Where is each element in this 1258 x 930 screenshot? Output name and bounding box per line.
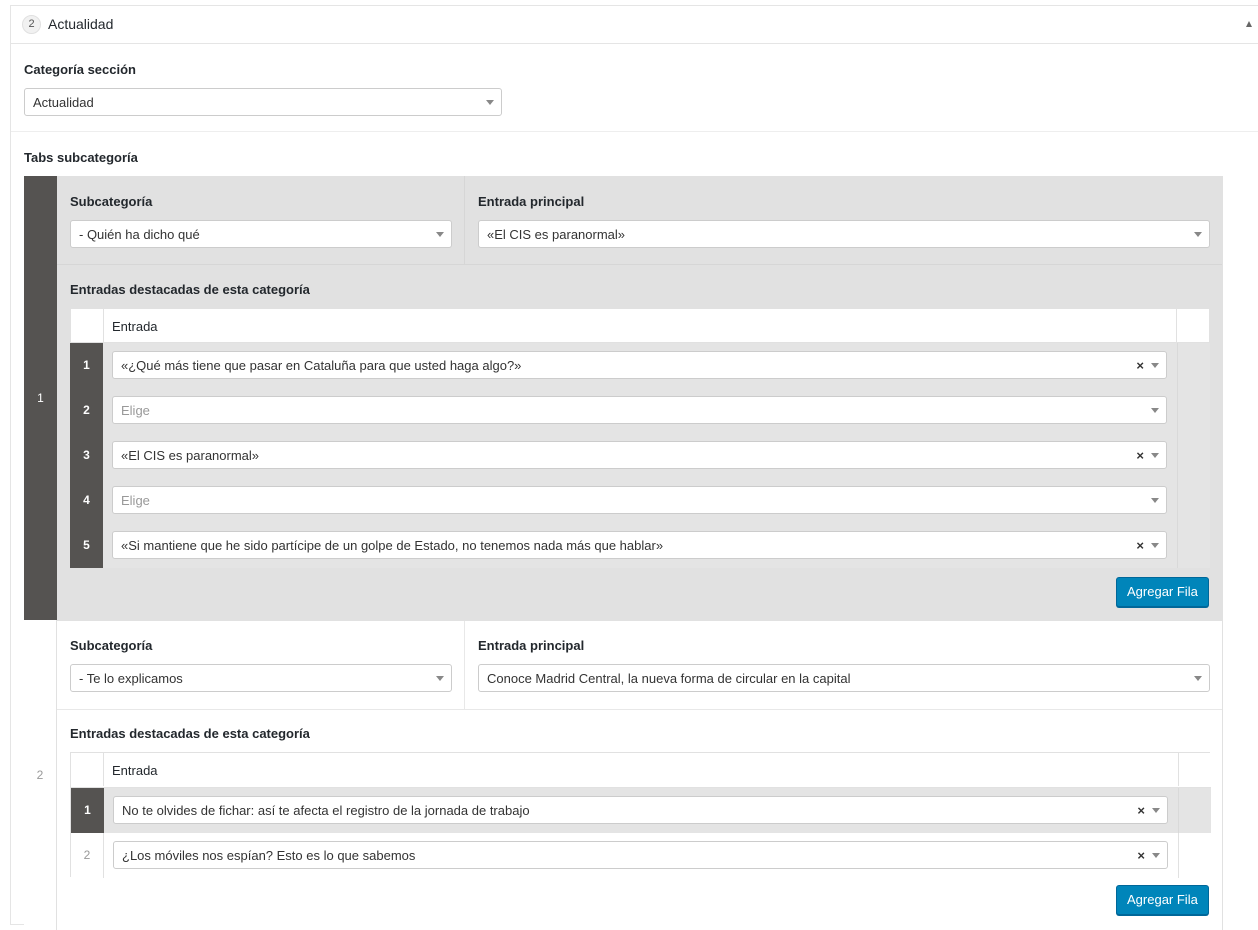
collapse-arrow-icon[interactable] <box>1246 21 1252 27</box>
subcategoria-select[interactable] <box>70 220 452 248</box>
header-num-cell <box>71 753 104 786</box>
table-row <box>70 478 1210 523</box>
entrada-select[interactable] <box>113 841 1168 869</box>
agregar-fila-button[interactable]: Agregar Fila <box>1116 577 1209 607</box>
column-separator <box>464 621 465 709</box>
entrada-select[interactable] <box>112 441 1167 469</box>
entrada-principal-select[interactable] <box>478 220 1210 248</box>
entrada-value: «Si mantiene que he sido partícipe de un golpe de Estado, no tenemos nada más que hablar» <box>121 538 664 553</box>
chevron-down-icon <box>486 100 494 105</box>
row-end-cell <box>1177 523 1210 568</box>
row-side-1 <box>1222 176 1258 620</box>
row-end-cell <box>1177 388 1210 433</box>
entradas-destacadas-label: Entradas destacadas de esta categoría <box>70 726 310 741</box>
row-end-cell <box>1177 433 1210 478</box>
subcategoria-label: Subcategoría <box>70 638 153 653</box>
chevron-down-icon <box>436 232 444 237</box>
entrada-value: ¿Los móviles nos espían? Esto es lo que sabemos <box>122 848 416 863</box>
categoria-seccion-label: Categoría sección <box>24 62 136 77</box>
entradas-table <box>70 752 1210 877</box>
entrada-principal-label: Entrada principal <box>478 638 585 653</box>
row-number[interactable]: 2 <box>70 388 103 433</box>
table-row <box>71 788 1211 833</box>
row-number[interactable]: 5 <box>70 523 103 568</box>
table-row <box>70 388 1210 433</box>
row-number[interactable]: 2 <box>71 833 104 878</box>
entrada-placeholder: Elige <box>121 493 150 508</box>
agregar-fila-button[interactable]: Agregar Fila <box>1116 885 1209 915</box>
row-end-cell <box>1177 478 1210 523</box>
column-header-entrada: Entrada <box>112 763 158 778</box>
row-handle-1[interactable] <box>24 176 57 620</box>
row-end-cell <box>1178 833 1211 878</box>
header-end-cell <box>1176 309 1209 342</box>
header-end-cell <box>1178 753 1211 786</box>
entrada-value: No te olvides de fichar: así te afecta el registro de la jornada de trabajo <box>122 803 530 818</box>
categoria-seccion-value: Actualidad <box>33 95 94 110</box>
entradas-destacadas-label: Entradas destacadas de esta categoría <box>70 282 310 297</box>
chevron-down-icon <box>1151 453 1159 458</box>
chevron-down-icon <box>1151 543 1159 548</box>
row-index-1: 1 <box>37 391 44 405</box>
row-number[interactable]: 1 <box>71 788 104 833</box>
entrada-principal-value: Conoce Madrid Central, la nueva forma de circular en la capital <box>487 671 851 686</box>
entrada-select[interactable] <box>112 351 1167 379</box>
row-number[interactable]: 3 <box>70 433 103 478</box>
subcategoria-value: - Te lo explicamos <box>79 671 183 686</box>
section-title: Actualidad <box>48 16 114 32</box>
table-row <box>70 433 1210 478</box>
row-handle-2[interactable] <box>24 620 57 930</box>
row-index-2: 2 <box>36 768 44 782</box>
chevron-down-icon <box>1152 853 1160 858</box>
column-separator <box>464 176 465 264</box>
categoria-seccion-select[interactable] <box>24 88 502 116</box>
chevron-down-icon <box>1151 363 1159 368</box>
header-num-cell <box>71 309 104 342</box>
table-header <box>70 308 1210 343</box>
row-number[interactable]: 4 <box>70 478 103 523</box>
chevron-down-icon <box>1194 232 1202 237</box>
table-row <box>71 833 1211 878</box>
clear-icon[interactable]: × <box>1137 848 1145 863</box>
entrada-select[interactable] <box>112 486 1167 514</box>
entradas-table <box>70 308 1210 568</box>
entrada-principal-label: Entrada principal <box>478 194 585 209</box>
entrada-placeholder: Elige <box>121 403 150 418</box>
clear-icon[interactable]: × <box>1136 538 1144 553</box>
subcategoria-value: - Quién ha dicho qué <box>79 227 200 242</box>
chevron-down-icon <box>1151 498 1159 503</box>
entrada-principal-value: «El CIS es paranormal» <box>487 227 626 242</box>
chevron-down-icon <box>1151 408 1159 413</box>
table-header <box>71 753 1211 788</box>
section-number-badge: 2 <box>22 15 41 34</box>
clear-icon[interactable]: × <box>1137 803 1145 818</box>
section-header[interactable] <box>11 6 1258 44</box>
entrada-select[interactable] <box>112 396 1167 424</box>
divider <box>11 131 1258 132</box>
row-number[interactable]: 1 <box>70 343 103 388</box>
entrada-select[interactable] <box>112 531 1167 559</box>
row-end-cell <box>1178 788 1211 833</box>
entrada-principal-select[interactable] <box>478 664 1210 692</box>
subcategoria-select[interactable] <box>70 664 452 692</box>
table-row <box>70 523 1210 568</box>
chevron-down-icon <box>1152 808 1160 813</box>
entrada-value: «¿Qué más tiene que pasar en Cataluña para que usted haga algo?» <box>121 358 522 373</box>
row-end-cell <box>1177 343 1210 388</box>
entrada-value: «El CIS es paranormal» <box>121 448 260 463</box>
chevron-down-icon <box>436 676 444 681</box>
chevron-down-icon <box>1194 676 1202 681</box>
clear-icon[interactable]: × <box>1136 448 1144 463</box>
table-row <box>70 343 1210 388</box>
tabs-subcategoria-label: Tabs subcategoría <box>24 150 138 165</box>
row-separator <box>57 709 1222 710</box>
row-side-2 <box>1222 620 1258 930</box>
section-panel <box>10 5 1258 925</box>
entrada-select[interactable] <box>113 796 1168 824</box>
subcategoria-label: Subcategoría <box>70 194 153 209</box>
row-separator <box>57 264 1222 265</box>
column-header-entrada: Entrada <box>112 319 158 334</box>
clear-icon[interactable]: × <box>1136 358 1144 373</box>
